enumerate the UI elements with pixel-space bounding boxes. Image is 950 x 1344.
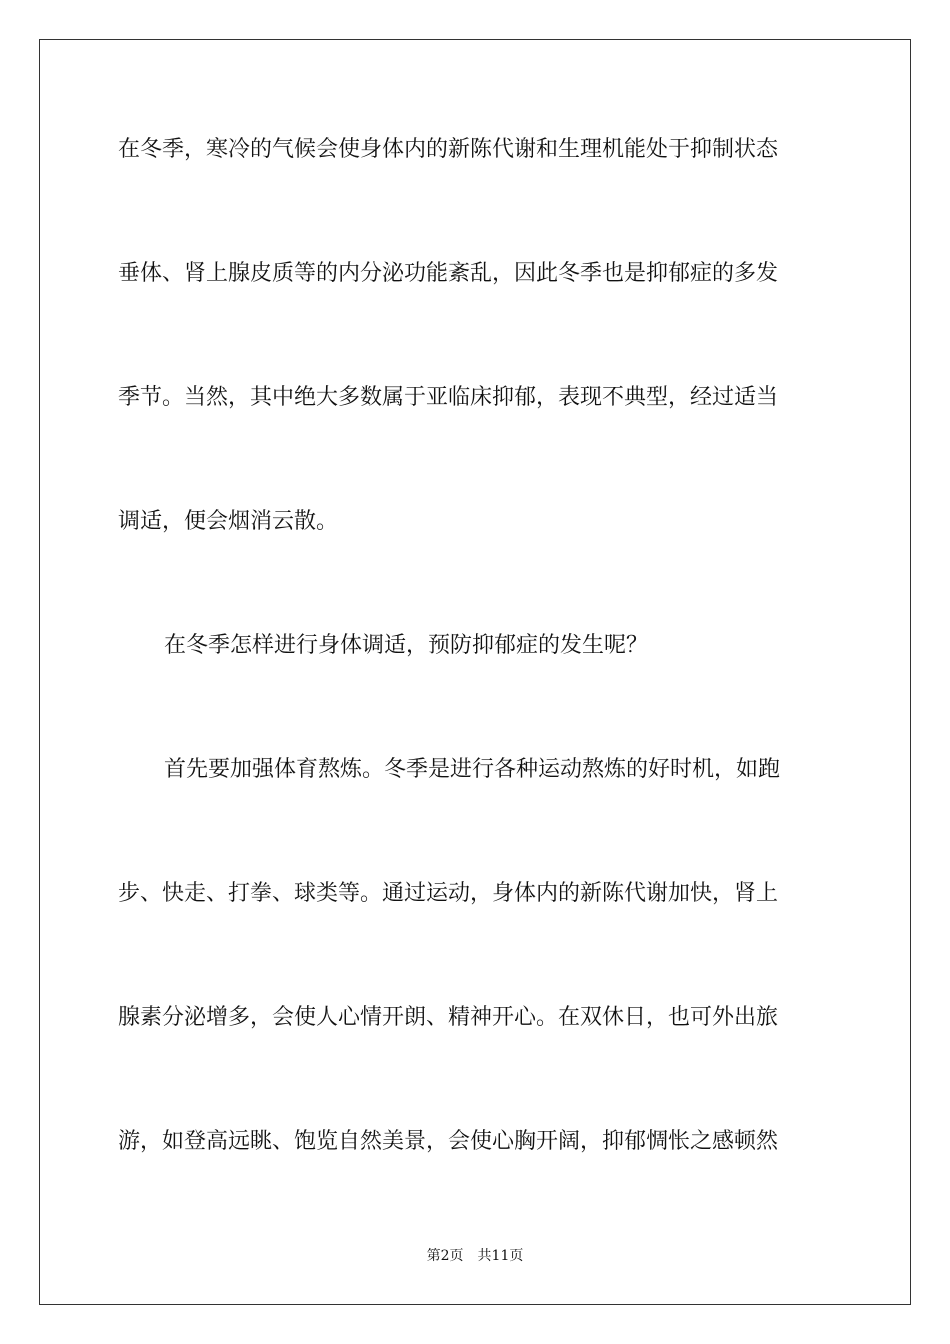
paragraph-line: 首先要加强体育熬炼。冬季是进行各种运动熬炼的好时机，如跑 [164,757,781,782]
paragraph-line: 腺素分泌增多，会使人心情开朗、精神开心。在双休日，也可外出旅 [118,1005,779,1030]
page-total: 共11页 [477,1248,524,1264]
paragraph-line: 步、快走、打拳、球类等。通过运动，身体内的新陈代谢加快，肾上 [118,881,779,906]
page-footer [0,1247,950,1265]
page-number: 第2页 [426,1248,464,1264]
paragraph-line: 调适，便会烟消云散。 [118,509,339,534]
paragraph-line: 在冬季，寒冷的气候会使身体内的新陈代谢和生理机能处于抑制状态 [118,137,779,162]
paragraph-line: 季节。当然，其中绝大多数属于亚临床抑郁，表现不典型，经过适当 [118,385,779,410]
page-border [39,39,911,1305]
paragraph-line: 垂体、肾上腺皮质等的内分泌功能紊乱，因此冬季也是抑郁症的多发 [118,261,779,286]
paragraph-line: 在冬季怎样进行身体调适，预防抑郁症的发生呢？ [164,633,649,658]
paragraph-line: 游，如登高远眺、饱览自然美景，会使心胸开阔，抑郁惆怅之感顿然 [118,1129,779,1154]
